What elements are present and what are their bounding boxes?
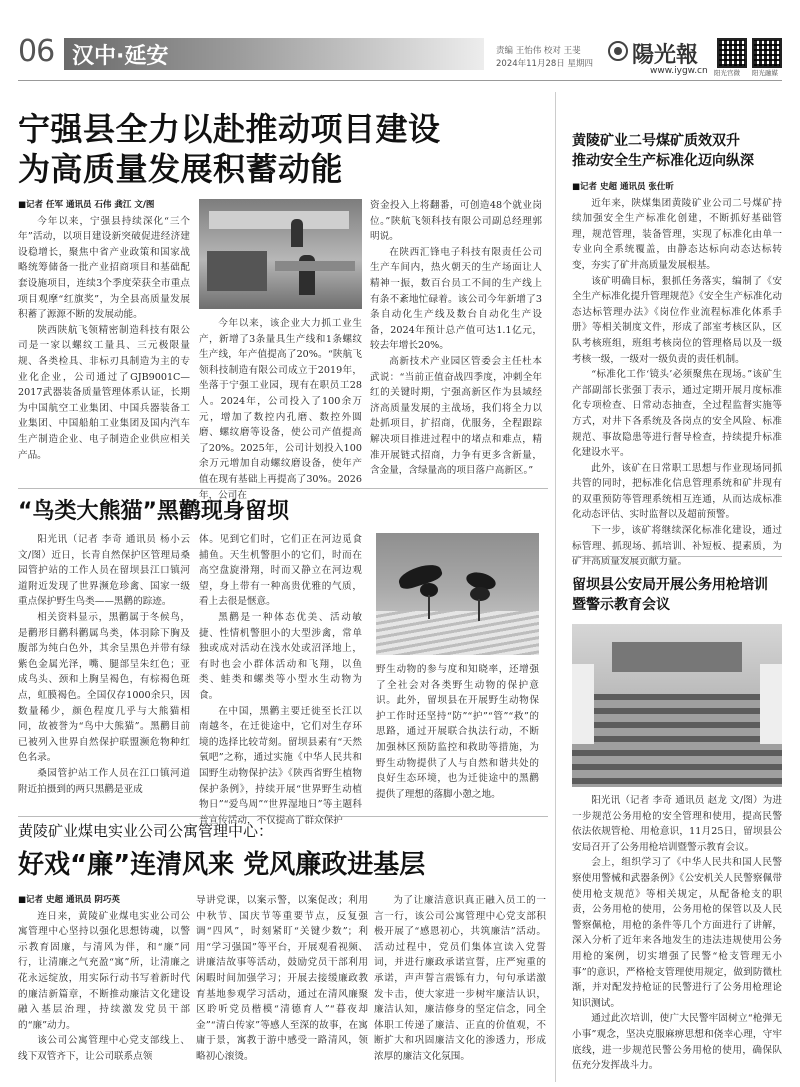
qr-code-icon[interactable] [717, 38, 747, 68]
article-column: ■记者 史超 通讯员 阴巧英 连日来，黄陵矿业煤电实业公司公寓管理中心坚持以强化思想铸魂，以警示教育固廉，与清风为伴，和“廉”同行，让清廉之气充盈“寓”所，让清廉之花永远绽放，用实际行动书写着新时代的廉洁新篇章，不断推动廉洁文化建设融入基层治理，持续激发党员干部的“廉”动力。 该公司公寓管理中心党支部线上、线下双管齐下，让公司联系点领 [18, 895, 190, 1062]
article-column: 野生动物的参与度和知晓率，还增强了全社会对各类野生动物的保护意识。此外，留坝县在开展野生动物保护工作时还坚持“防”“护”“管”“救”的思路，通过开展联合执法行动，不断加强林区预防监控和救助等措施，为野生动物提供了人与自然和谐共处的良好生态环境，也为迁徙途中的黑鹳提供了理想的落脚小憩之地。 [376, 664, 539, 800]
headline: 留坝县公安局开展公务用枪培训 [572, 577, 768, 593]
article-column: 为了让廉洁意识真正融入员工的一言一行，该公司公寓管理中心党支部积极开展了“感恩初心，共筑廉洁”活动。活动过程中，党员们集体宣读入党誓词，并进行廉政承诺宣誓，庄严宛重的承诺，声声誓言震铄有力，句句承诺激发卡击，使大家进一步树牢廉洁认识，廉洁认知，廉洁修身的坚定信念，同全体职工传递了廉洁、正直的价值观，不断扩大和巩固廉洁文化的渗透力，形成浓厚的廉洁文化氛围。 [374, 895, 546, 1062]
issue-date: 2024年11月28日 星期四 [496, 59, 593, 69]
brand-name: 陽光報 [632, 42, 699, 68]
kicker: 黄陵矿业煤电实业公司公寓管理中心： [18, 822, 274, 840]
article-column: 资金投入上将翻番，可创造48个就业岗位。”陕航飞领科技有限公司副总经理郭明说。 在陕西汇锋电子科技有限责任公司生产车间内，热火朝天的生产场面让人精神一振，数百台员工不间的生产线上有条不紊地忙碌着。该公司今年新增了3条自动化生产线及数台自动化生产设备，2024年预计总产值可达1.1亿元，较去年增长20%。 高新技术产业园区管委会主任杜本武说：“当前正值奋战四季度，冲刺全年红的关键时期，宁强高新区作为县域经济高质量发展的主战场，我们将全力以赴抓项目，扩招商，优服务，全程跟踪解决项目推进过程中的堵点和难点，精准开展链式招商，力争有更多含新量，含金量，含绿量高的项目落户高新区。” [370, 200, 542, 477]
header-rule [18, 80, 782, 81]
section-title: 汉中·延安 [72, 44, 169, 69]
meeting-photo [572, 624, 782, 787]
article-column: ■记者 任军 通讯员 石伟 龚江 文/图 今年以来，宁强县持续深化“三个年”活动，以项目建设新突破促进经济建设稳增长，聚焦中省产业政策和国家战略统筹储备一批产业招商项目和基础配套设施项目，连续3个季度荣获全市重点项目观摩“红旗奖”，为全县高质量发展积蓄了源源不断的发展动能。 陕西陕航飞领精密制造科技有限公司是一家以螺纹工量具、三元极限量规、各类检具、非标刃具制造为主的专业化企业，公司通过了GJB9001C—2017武器装备质量管理体系认证，长期为中国航空工业集团、中国兵器装备工业集团、中国船舶工业集团及国内汽车生产制造企业、电子制造企业供应相关产品。 [18, 200, 190, 461]
article-column: 阳光讯（记者 李奇 通讯员 杨小云 文/图）近日，长青自然保护区管理局桑园管护站的工作人员在留坝县江口镇河道附近发现了世界濒危珍禽、国家一级重点保护野生鸟类——黑鹳的踪迹。 相关资料显示，黑鹳属于冬候鸟，是鹳形目鹳科鹳属鸟类，体羽除下胸及腹部为纯白色外，其余呈黑色并带有绿紫色金属光泽，嘴、腿部呈朱红色；亚成鸟头、颈和上胸呈褐色，有棕褐色斑点，虹膜褐色。全国仅存1000余只，因数量稀少，颜色程度几乎与大熊猫相同，故被誉为“鸟中大熊猫”。黑鹳目前已被列入世界自然保护联盟濒危物种红色名录。 桑园管护站工作人员在江口镇河道附近拍摄到的两只黑鹳是亚成 [18, 534, 190, 795]
page-number: 06 [18, 34, 55, 69]
article-column: ■记者 史超 通讯员 张仕昕 近年来，陕煤集团黄陵矿业公司二号煤矿持续加强安全生产标准化创建，不断抓好基础管理，规范管理，装备管理，实现了标准化由单一专业向全系统覆盖，由静态达标向动态达标转变，夯实了矿井高质量发展根基。 该矿明确目标，狠抓任务落实，编制了《安全生产标准化提升管理规范》《安全生产标准化动态达标管理办法》《岗位作业流程标准化体系手册》等相关制度文件，形成了部室考核区队，区队考核班组，班组考核岗位的管理格局以及一级考核一级，一级对一级负责的责任机制。 “标准化工作‘镜头’必须聚焦在现场。”该矿生产部副部长张强丁表示，通过定期开展月度标准化专项检查、日常动态抽查，全过程监督实施等方式，对井下各系统及各岗点的安全风险、标准规范、事故隐患等进行督导检查，持续提升标准化建设水平。 此外，该矿在日常职工思想与作业现场同抓共管的同时，把标准化信息管理系统和矿井现有的双重预防等管理系统相互连通，从而达成标准化动态评估、实时监督以及超前预警。 下一步，该矿将继续深化标准化建设，通过标管理、抓现场、抓培训、补短板、提素质，为矿井高质量发展贡献力量。 [572, 182, 782, 568]
divider [18, 816, 548, 817]
qr-label: 阳光官微 [714, 69, 740, 77]
qr-code-icon[interactable] [752, 38, 782, 68]
headline: 宁强县全力以赴推动项目建设 [18, 110, 441, 148]
qr-label: 阳光融媒 [752, 69, 778, 77]
divider [18, 488, 548, 489]
byline: ■记者 史超 通讯员 阴巧英 [18, 895, 120, 905]
headline: 暨警示教育会议 [572, 597, 670, 613]
article-column: 导讲党课，以案示警，以案促改；利用中秋节、国庆节等重要节点，反复强调“四风”，时刻紧盯“关键少数”；利用“学习强国”等平台，开展观看视频、讲廉洁故事等活动，鼓励党员干部利用闲暇时间加强学习；开展去接缓廉政教育基地参观学习活动，通过在清风廉聚区聆听党员楷模“清德育人”“暮夜却金”“清白传家”等感人至深的故事，在寓庸于景，寓教于游中感受一路清风，领略初心滚烫。 [196, 895, 368, 1062]
headline: 推动安全生产标准化迈向纵深 [572, 153, 754, 169]
sun-logo-icon [608, 41, 628, 61]
headline: 为高质量发展积蓄动能 [18, 150, 344, 188]
headline: 黄陵矿业二号煤矿质效双升 [572, 133, 740, 149]
column-rule [555, 92, 556, 1082]
article-column: 今年以来，该企业大力抓工业生产，新增了3条量具生产线和1条螺纹生产线，年产值提高了20%。“陕航飞领科技制造有限公司成立于2019年，坐落于宁强工业园，现有在职员工28人。2024年，公司投入了100余万元，增加了数控内孔磨、数控外圆磨、螺纹磨等设备，使公司产值提高了20%。2025年，公司计划投入100余万元增加自动螺纹磨设备，使年产值在现有基础上再提高了30%。2026年，公司在 [199, 318, 362, 501]
divider [572, 556, 782, 557]
byline: ■记者 史超 通讯员 张仕昕 [572, 182, 674, 192]
headline: 好戏“廉”连清风来 党风廉政进基层 [18, 850, 426, 880]
article-column: 阳光讯（记者 李奇 通讯员 赵龙 文/图）为进一步规范公务用枪的安全管理和使用，提高民警依法依规管枪、用枪意识，11月25日，留坝县公安局召开了公务用枪培训暨警示教育会议。 会上，组织学习了《中华人民共和国人民警察使用警械和武器条例》《公安机关人民警察佩带使用枪支规范》等相关规定，从配备枪支的职责，公务用枪的使用，公务用枪的保管以及人民警察佩枪，用枪的条件等几个方面进行了讲解，深入分析了近年来各地发生的违法违规使用公务用枪的案例，切实增强了民警“枪支管理无小事”的意识，严格枪支管理使用规定，做到防微杜渐，并对配发持枪证的民警进行了公务用枪理论知识测试。 通过此次培训，使广大民警牢固树立“枪弹无小事”观念，坚决克服麻痹思想和侥幸心理，守牢底线，进一步规范民警公务用枪的使用，确保队伍充分发挥战斗力。 [572, 795, 782, 1072]
website[interactable]: www.iygw.cn [650, 66, 708, 76]
headline: “鸟类大熊猫”黑鹳现身留坝 [18, 499, 289, 524]
section-tab [64, 38, 484, 70]
factory-photo [199, 199, 362, 309]
page-header [0, 0, 800, 88]
byline: ■记者 任军 通讯员 石伟 龚江 文/图 [18, 200, 155, 210]
black-stork-photo [376, 533, 539, 655]
article-column: 体。见到它们时，它们正在河边觅食捕鱼。天生机警胆小的它们，时而在高空盘旋滑翔，时而又静立在河边观望，身上带有一种高贵优雅的气质，看上去很是惬意。 黑鹳是一种体态优美、活动敏捷、性情机警胆小的大型涉禽，常单独或成对活动在浅水处或沼泽地上，有时也会小群体活动和飞翔，以鱼类、蛙类和螺类等小型水生动物为食。 在中国，黑鹳主要迁徙至长江以南越冬，在迁徙途中，它们对生存环境的选择比较苛刻。留坝县素有“天然氧吧”之称，通过实施《中华人民共和国野生动物保护法》《陕西省野生植物保护条例》，持续开展“世界野生动植物日”“爱鸟周”“世界湿地日”等主题科普宣传活动，不仅提高了群众保护 [199, 534, 362, 826]
editors: 责编 王怡伟 校对 王斐 [496, 46, 581, 56]
